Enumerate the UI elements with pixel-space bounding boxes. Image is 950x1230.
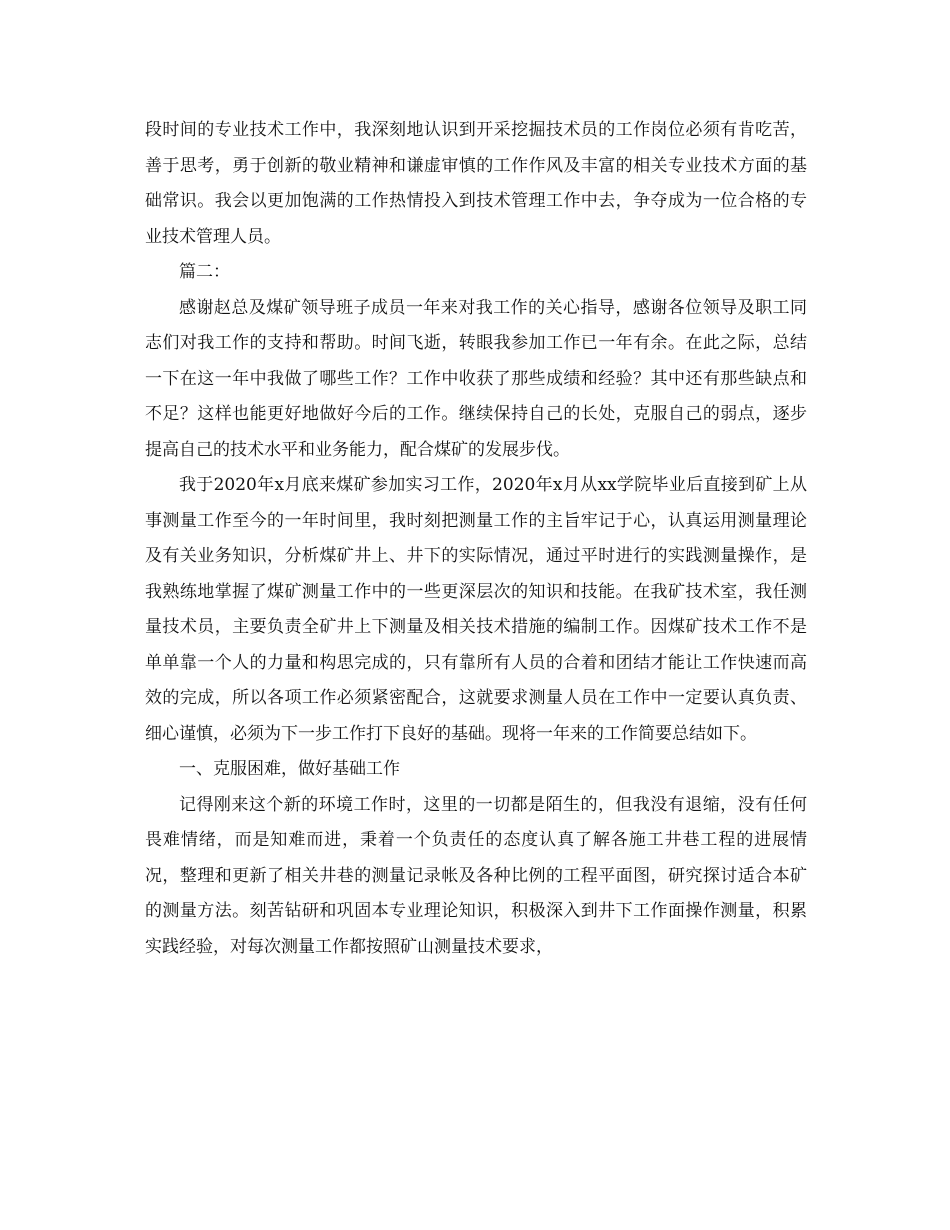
document-page	[145, 113, 807, 965]
section-heading-part-two: 篇二：	[179, 262, 230, 282]
paragraph-continuation: 段时间的专业技术工作中，我深刻地认识到开采挖掘技术员的工作岗位必须有肯吃苦，善于思考，勇于创新的敬业精神和谦虚审慎的工作作风及丰富的相关专业技术方面的基础常识。我会以更加饱满的工作热情投入到技术管理工作中去，争夺成为一位合格的专业技术管理人员。	[145, 120, 807, 247]
paragraph-work-overview: 我于2020年x月底来煤矿参加实习工作，2020年x月从xx学院毕业后直接到矿上从事测量工作至今的一年时间里，我时刻把测量工作的主旨牢记于心，认真运用测量理论及有关业务知识，分析煤矿井上、井下的实际情况，通过平时进行的实践测量操作，是我熟练地掌握了煤矿测量工作中的一些更深层次的知识和技能。在我矿技术室，我任测量技术员，主要负责全矿井上下测量及相关技术措施的编制工作。因煤矿技术工作不是单单靠一个人的力量和构思完成的，只有靠所有人员的合着和团结才能让工作快速而高效的完成，所以各项工作必须紧密配合，这就要求测量人员在工作中一定要认真负责、细心谨慎，必须为下一步工作打下良好的基础。现将一年来的工作简要总结如下。	[145, 475, 807, 744]
paragraph-basic-work: 记得刚来这个新的环境工作时，这里的一切都是陌生的，但我没有退缩，没有任何畏难情绪，而是知难而进，秉着一个负责任的态度认真了解各施工井巷工程的进展情况，整理和更新了相关井巷的测量记录帐及各种比例的工程平面图，研究探讨适合本矿的测量方法。刻苦钻研和巩固本专业理论知识，积极深入到井下工作面操作测量，积累实践经验，对每次测量工作都按照矿山测量技术要求，	[145, 794, 807, 957]
section-heading-overcome-difficulties: 一、克服困难，做好基础工作	[179, 759, 400, 779]
paragraph-thanks: 感谢赵总及煤矿领导班子成员一年来对我工作的关心指导，感谢各位领导及职工同志们对我工作的支持和帮助。时间飞逝，转眼我参加工作已一年有余。在此之际，总结一下在这一年中我做了哪些工作？工作中收获了那些成绩和经验？其中还有那些缺点和不足？这样也能更好地做好今后的工作。继续保持自己的长处，克服自己的弱点，逐步提高自己的技术水平和业务能力，配合煤矿的发展步伐。	[145, 297, 807, 460]
